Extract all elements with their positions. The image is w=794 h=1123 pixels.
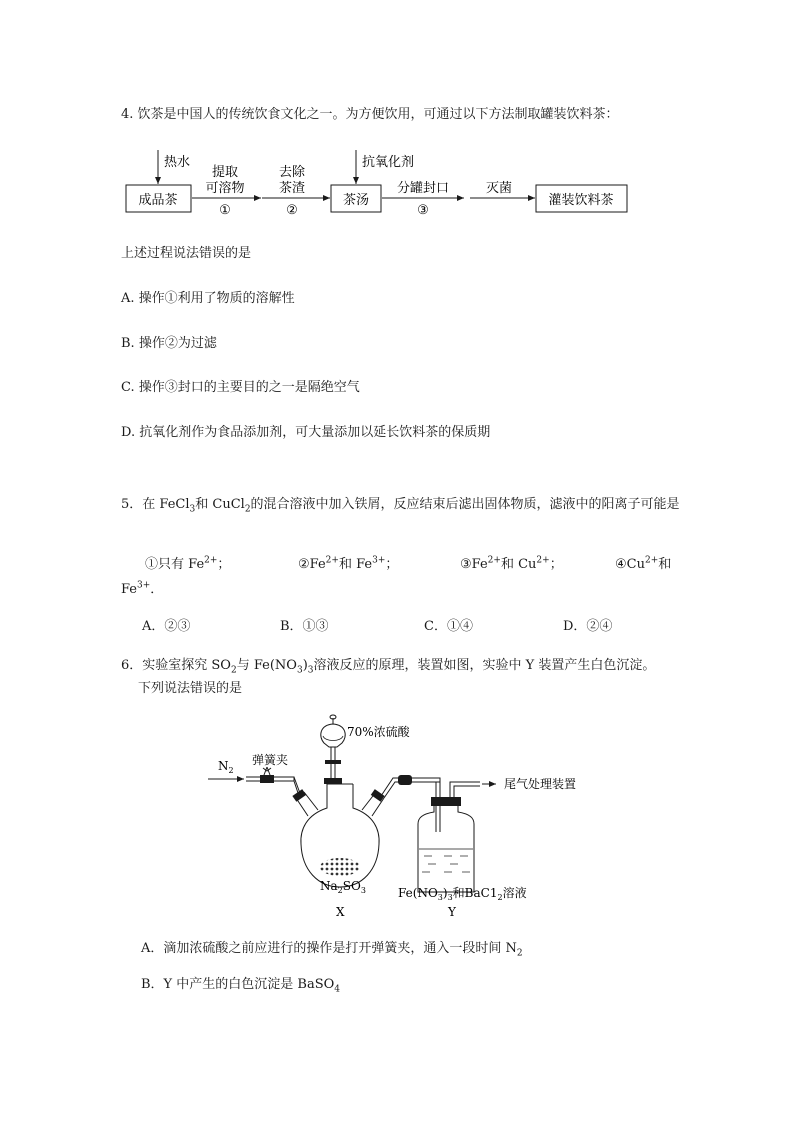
gas-washing-bottle-y [418, 782, 480, 892]
q4-option-d: D. 抗氧化剂作为食品添加剂，可大量添加以延长饮料茶的保质期 [121, 425, 491, 440]
tail-label: 尾气处理装置 [504, 777, 577, 791]
x-label: X [336, 905, 345, 919]
rubber-connector [398, 775, 412, 785]
flow-step2-bottom: 茶渣 [278, 181, 306, 196]
n2-label: $N_2$ [218, 759, 234, 775]
q4-ask: 上述过程说法错误的是 [121, 246, 252, 261]
q5-option-c: C．①④ [424, 619, 473, 634]
flow-step1-num: ① [219, 203, 231, 218]
flow-box2-label: 茶汤 [342, 193, 370, 208]
q5-option-d: D．②④ [563, 619, 613, 634]
q4-flowchart [118, 140, 638, 224]
q6-apparatus [200, 712, 620, 924]
q5-stem: 5．在 FeCl$_3$和 CuCl$_2$的混合溶液中加入铁屑，反应结束后滤出固体物质，滤液中的阳离子可能是 [121, 497, 680, 515]
q6-option-b: B．Y 中产生的白色沉淀是 BaSO$_4$ [141, 977, 341, 995]
q5-case-3: $③Fe^{2+}$和 $Cu^{2+}$； [460, 555, 563, 572]
q5-option-b: B．①③ [280, 619, 329, 634]
flow-step1-top: 提取 [211, 165, 239, 180]
q6-option-a: A．滴加浓硫酸之前应进行的操作是打开弹簧夹，通入一段时间 $N_2$ [141, 941, 523, 959]
flow-step2-num: ② [286, 203, 298, 218]
spring-clip [260, 767, 274, 783]
flow-input-reshui: 热水 [164, 155, 191, 170]
q4-option-b: B. 操作②为过滤 [121, 336, 217, 351]
flow-step2-top: 去除 [278, 165, 306, 180]
flow-step3-top: 分罐封口 [396, 181, 450, 196]
separatory-funnel [321, 715, 345, 784]
q6-stem-line2: 下列说法错误的是 [138, 681, 243, 696]
na2so3-label: $Na_2SO_3$ [320, 879, 366, 895]
three-neck-flask-x [292, 784, 384, 887]
q5-case-1: ①只有 $Fe^{2+}$； [145, 555, 231, 572]
flow-step4-top: 灭菌 [485, 181, 513, 196]
flow-step3-num: ③ [417, 203, 429, 218]
solution-label: $Fe(NO_3)_3$和$BaC1_2$溶液 [398, 886, 527, 902]
flow-box1-label: 成品茶 [138, 193, 178, 208]
y-label: Y [448, 905, 456, 919]
q4-option-a: A. 操作①利用了物质的溶解性 [121, 291, 295, 306]
q5-case-4-cont: $Fe^{3+}$． [121, 580, 164, 597]
flow-box3-label: 灌装饮料茶 [548, 193, 614, 208]
q4-option-c: C. 操作③封口的主要目的之一是隔绝空气 [121, 380, 360, 395]
q5-case-4: $④Cu^{2+}$和 [615, 555, 672, 572]
q4-stem: 4. 饮茶是中国人的传统饮食文化之一。为方便饮用，可通过以下方法制取罐装饮料茶： [121, 107, 619, 122]
acid-label: 70%浓硫酸 [347, 725, 410, 739]
flow-step1-bottom: 可溶物 [205, 181, 245, 196]
q6-stem-line1: 6．实验室探究 $SO_2$与 $Fe(NO_3)_3$溶液反应的原理，装置如图，实验中 Y 装置产生白色沉淀。 [121, 658, 656, 676]
q5-option-a: A．②③ [142, 619, 191, 634]
flow-input-kangyanghuaji: 抗氧化剂 [362, 155, 415, 170]
q5-case-2: $②Fe^{2+}$和 $Fe^{3+}$； [298, 555, 399, 572]
clip-label: 弹簧夹 [252, 753, 289, 767]
